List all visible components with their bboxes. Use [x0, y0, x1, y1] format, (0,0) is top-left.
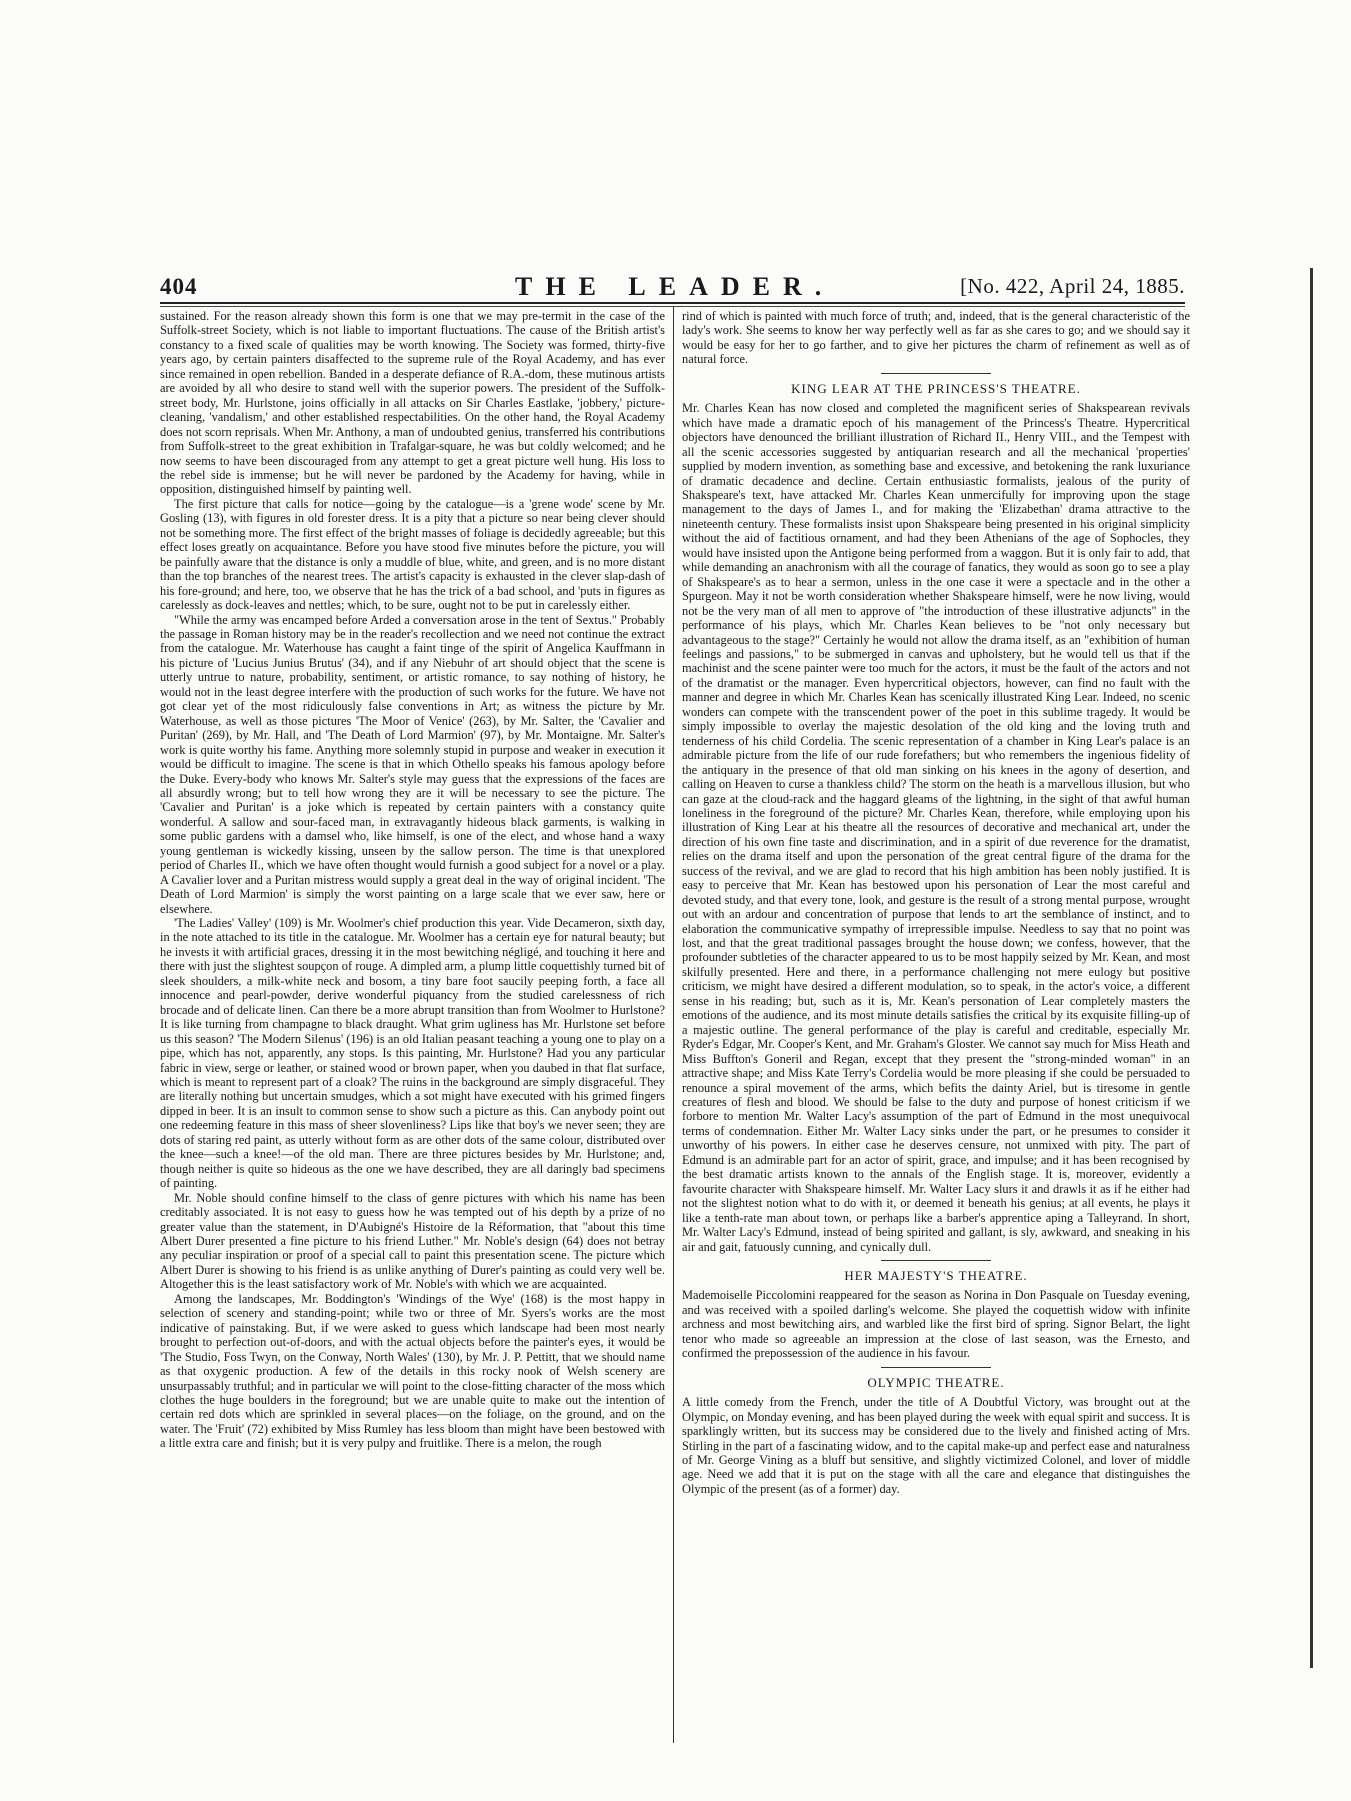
article-paragraph: The first picture that calls for notice—going by the catalogue—is a 'grene wode' scene by Mr. Gosling (13), with figures in old forester dress. It is a pity that a picture so near being clever should not be something more. The first effect of the bright masses of foliage is decidedly agreeable; but this effect loses greatly on acquaintance. Before you have stood five minutes before the picture, you will be painfully aware that the distance is only a muddle of blue, white, and green, and is no more distant than the top branches of the nearest trees. The artist's capacity is exhausted in the clever slap-dash of his fore-ground; and here, too, we observe that he has the trick of a bad school, and 'puts in figures as carelessly as dock-leaves and nettles; which, to be sure, ought not to be put in carelessly either. — [160, 496, 665, 613]
article-paragraph: Mr. Charles Kean has now closed and completed the magnificent series of Shakspearean revivals which have made a dramatic epoch of his management of the Princess's Theatre. Hypercritical objectors have denounced the brilliant illustration of Richard II., Henry VIII., and the Tempest with all the scenic accessories suggested by antiquarian research and all the mechanical 'properties' supplied by modern invention, as something base and excessive, and betokening the rank luxuriance of dramatic decadence and decline. Certain enthusiastic formalists, jealous of the purity of Shakspeare's text, have attacked Mr. Charles Kean unmercifully for improving upon the stage management to the days of James I., and for making the 'Elizabethan' drama attractive to the nineteenth century. These formalists insist upon Shakspeare being presented in his original simplicity without the aid of factitious ornament, and had they been Athenians of the age of Sophocles, they would have insisted upon the Antigone being performed from a waggon. But it is only fair to add, that while demanding an anachronism with all the courage of fanatics, they would as soon go to see a play of Shakspeare's as to hear a sermon, unless in the one case it were a spectacle and in the other a Spurgeon. May it not be worth consideration whether Shakspeare himself, were he now living, would not be the very man of all men to approve of "the introduction of these illustrative adjuncts" in the performance of his plays, which Mr. Charles Kean believes to be "not only necessary but advantageous to the stage?" Certainly he would not allow the drama itself, as an "exhibition of human feelings and passions," to be submerged in canvas and upholstery, but he would tell us that if the machinist and the scene painter were too much for the actors, it must be the fault of the actors and not of the dramatist or the manager. Even hypercritical objectors, however, can find no fault with the manner and degree in which Mr. Charles Kean has scenically illustrated King Lear. Indeed, no scenic wonders can compete with the transcendent power of the poet in this sublime tragedy. It would be simply impossible to overlay the majestic desolation of the old king and the loving truth and tenderness of his child Cordelia. The scenic representation of a chamber in King Lear's palace is an admirable picture from the life of our rude forefathers; but who remembers the ingenious fidelity of the antiquary in the presence of that old man sinking on his knees in the agony of desertion, and calling on Heaven to curse a thankless child? The storm on the heath is a marvellous illusion, but who can gaze at the cloud-rack and the haggard gleams of the lightning, in the sight of that awful human loneliness in the foreground of the picture? Mr. Charles Kean, therefore, while employing upon his illustration of King Lear at his theatre all the resources of decorative and mechanical art, under the direction of his own fine taste and discrimination, and in a spirit of due reverence for the dramatist, relies on the drama itself and upon the personation of the great central figure of the drama for the success of the revival, and we are glad to record that his high ambition has been nobly justified. It is easy to perceive that Mr. Kean has bestowed upon his personation of Lear the most careful and devoted study, and that every tone, look, and gesture is the result of a strong mental purpose, wrought out with an ardour and concentration of purpose that lends to art the semblance of instinct, and to elaboration the communicative sympathy of irrepressible impulse. Needless to say that no point was lost, and that the great traditional passages brought the house down; we confess, however, that the profounder subtleties of the character appeared to us to be most happily seized by Mr. Kean, and most skilfully presented. Here and there, in a performance challenging not mere eulogy but positive criticism, we might have desired a different modulation, so to speak, in the actor's voice, a different sense in his reading; but, such as it is, Mr. Kean's personation of Lear completely masters the emotions of the audience, and its most minute details satisfies the critical by its exquisite filling-up of a majestic outline. The general performance of the play is careful and creditable, especially Mr. Ryder's Edgar, Mr. Cooper's Kent, and Mr. Graham's Gloster. We cannot say much for Miss Heath and Miss Buffton's Goneril and Regan, except that they present the "strong-minded woman" in an attractive shape; and Miss Kate Terry's Cordelia would be more pleasing if she could be persuaded to renounce a spiral movement of the arms, which befits the dainty Ariel, but is tiresome in gentle creatures of flesh and blood. We should be false to the duty and purpose of honest criticism if we forbore to mention Mr. Walter Lacy's assumption of the part of Edmund in the most unequivocal terms of condemnation. Either Mr. Walter Lacy sinks under the part, or he presumes to consider it unworthy of his powers. In either case he deserves censure, not unmixed with pity. The part of Edmund is an admirable part for an actor of spirit, grace, and impulse; and it has been recognised by the best dramatic artists known to the annals of the English stage. It is, moreover, evidently a favourite character with Shakspeare himself. Mr. Walter Lacy slurs it and drawls it as if he either had not the slightest notion what to do with it, or deemed it beneath his genius; at all events, he plays it like a tenth-rate man about town, or perhaps like a barber's apprentice aping a Talleyrand. In short, Mr. Walter Lacy's Edmund, instead of being spirited and gallant, is sly, awkward, and sneaking in his air and gait, fatuously cunning, and cynically dull. — [682, 401, 1190, 1254]
section-heading: KING LEAR AT THE PRINCESS'S THEATRE. — [791, 380, 1081, 396]
section-heading: OLYMPIC THEATRE. — [867, 1374, 1005, 1390]
article-paragraph: Mr. Noble should confine himself to the class of genre pictures with which his name has been creditably associated. It is not easy to guess how he was tempted out of his depth by a prize of no greater value than the statement, in D'Aubigné's Histoire de la Réformation, that "about this time Albert Durer presented a fine picture to his friend Luther." Mr. Noble's design (64) does not betray any peculiar inspiration or proof of a special call to paint this presentation scene. The picture which Albert Durer is showing to his friend is as unlike anything of Durer's painting as could very well be. Altogether this is the least satisfactory work of Mr. Noble's with which we are acquainted. — [160, 1190, 665, 1292]
section-divider — [881, 1260, 991, 1261]
column-divider — [673, 307, 674, 1743]
page-number: 404 — [160, 274, 198, 299]
masthead-title: THE LEADER. — [515, 272, 835, 301]
page-header — [160, 274, 1185, 304]
section-heading: HER MAJESTY'S THEATRE. — [844, 1268, 1028, 1283]
page-edge-rule — [1310, 268, 1313, 1668]
right-column — [682, 309, 1190, 1747]
section-divider — [881, 373, 991, 374]
article-paragraph: A little comedy from the French, under the title of A Doubtful Victory, was brought out at the Olympic, on Monday evening, and has been played during the week with equal spirit and success. It is sparklingly written, but its success may be considered due to the lively and finished acting of Mrs. Stirling in the part of a fascinating widow, and to the capital make-up and perfect ease and naturalness of Mr. George Vining as a bluff but sensitive, and slightly victimized Colonel, and lover of middle age. Need we add that it is put on the stage with all the care and elegance that distinguishes the Olympic of the present (as of a former) day. — [682, 1395, 1190, 1496]
article-paragraph: Mademoiselle Piccolomini reappeared for the season as Norina in Don Pasquale on Tuesday evening, and was received with a spoiled darling's welcome. She played the coquettish widow with infinite archness and most bewitching airs, and warbled like the first bird of spring. Signor Belart, the light tenor who made so agreeable an impression at the close of last season, was the Ernesto, and confirmed the prepossession of the audience in his favour. — [682, 1288, 1190, 1361]
left-column — [160, 309, 665, 1739]
article-paragraph: 'The Ladies' Valley' (109) is Mr. Woolmer's chief production this year. Vide Decameron, sixth day, in the note attached to its title in the catalogue. Mr. Woolmer has a certain eye for natural beauty; but he invests it with artificial graces, dressing it in the most bewitching négligé, and touching it here and there with just the slightest soupçon of rouge. A dimpled arm, a plump little coquettishly turned bit of sleek shoulders, a milk-white neck and bosom, a tiny bare foot saucily peeping forth, a face all innocence and pearl-powder, derive wonderful piquancy from the studied carelessness of rich brocade and of delicate linen. Can there be a more abrupt transition than from Woolmer to Hurlstone? It is like turning from champagne to black draught. What grim ugliness has Mr. Hurlstone set before us this season? 'The Modern Silenus' (196) is an old Italian peasant teaching a young one to play on a pipe, which has not, apparently, any stops. Is this painting, Mr. Hurlstone? Had you any particular fabric in view, serge or leather, or stained wood or brown paper, when you daubed in that flat surface, which is meant to represent part of a cloak? The ruins in the background are simply disgraceful. They are literally nothing but uncertain smudges, which a sot might have executed with his grimed fingers dipped in beer. It is an insult to common sense to show such a picture as this. Can anybody point out one redeeming feature in this mass of sheer slovenliness? Lips like that boy's we never seen; they are dots of staring red paint, as utterly without form as are other dots of the same colour, distributed over the knee—such a knee!—of the old man. There are three pictures besides by Mr. Hurlstone; and, though neither is quite so hideous as the one we have described, they are all daringly bad specimens of painting. — [160, 916, 665, 1191]
issue-info: [No. 422, April 24, 1885. — [960, 274, 1185, 298]
article-paragraph: rind of which is painted with much force of truth; and, indeed, that is the general characteristic of the lady's work. She seems to know her way perfectly well as far as she cares to go; and we should say it would be easy for her to go farther, and to give her pictures the charm of refinement as well as of natural force. — [682, 309, 1190, 367]
article-paragraph: sustained. For the reason already shown this form is one that we may pre-termit in the case of the Suffolk-street Society, which is not liable to important fluctuations. The cause of the British artist's constancy to a fixed scale of qualities may be worth knowing. The Society was formed, thirty-five years ago, by certain painters disaffected to the supreme rule of the Royal Academy, and has ever since remained in open rebellion. Banded in a desperate defiance of R.A.-dom, these mutinous artists are avoided by all who desire to stand well with the superior powers. The president of the Suffolk-street body, Mr. Hurlstone, joins officially in all attacks on Sir Charles Eastlake, 'jobbery,' picture-cleaning, 'vandalism,' and other established respectabilities. On the other hand, the Royal Academy does not scorn reprisals. When Mr. Anthony, a man of undoubted genius, transferred his contributions from Suffolk-street to the great exhibition in Trafalgar-square, he was but coldly welcomed; and he now seems to have been discouraged from any attempt to get a great picture well hung. His loss to the rebel side is immense; but he will never be pardoned by the Academy for having, while in opposition, distinguished himself by painting well. — [160, 309, 665, 497]
header-rule — [160, 302, 1185, 304]
section-divider — [881, 1367, 991, 1368]
article-paragraph: Among the landscapes, Mr. Boddington's 'Windings of the Wye' (168) is the most happy in selection of scenery and standing-point; while two or three of Mr. Syers's works are the most indicative of painstaking. But, if we were asked to guess which landscape had been most nearly brought to perfection out-of-doors, and with the actual objects before the painter's eyes, it would be 'The Studio, Foss Twyn, on the Conway, North Wales' (130), by Mr. J. P. Pettitt, that we should name as that oxygenic production. A few of the details in this rocky nook of Welsh scenery are unsurpassably truthful; and in particular we will point to the close-fitting character of the moss which clothes the huge boulders in the foreground; but we are unable quite to make out the intention of certain red dots which are sprinkled in several places—on the foliage, on the ground, and on the water. The 'Fruit' (72) exhibited by Miss Rumley has less bloom than might have been bestowed with a little extra care and finish; but it is very pulpy and fruitlike. There is a melon, the rough — [160, 1291, 665, 1451]
article-paragraph: "While the army was encamped before Arded a conversation arose in the tent of Sextus." Probably the passage in Roman history may be in the reader's recollection and we need not continue the extract from the catalogue. Mr. Waterhouse has caught a faint tinge of the spirit of Angelica Kauffmann in his picture of 'Lucius Junius Brutus' (34), and if any Niebuhr of art should object that the scene is utterly untrue to nature, probability, sentiment, or artistic romance, to say nothing of history, he would not in the least degree interfere with the production of such works for the future. We have not got clear yet of the most ridiculously false conventions in Art; as witness the picture by Mr. Waterhouse, as well as those pictures 'The Moor of Venice' (263), by Mr. Salter, the 'Cavalier and Puritan' (269), by Mr. Hall, and 'The Death of Lord Marmion' (97), by Mr. Montaigne. Mr. Salter's work is quite worthy his fame. Anything more solemnly stupid in purpose and weaker in execution it would be difficult to imagine. The scene is that in which Othello speaks his famous apology before the Duke. Every-body who knows Mr. Salter's style may guess that the expressions of the faces are all absurdly wrong; but to tell how wrong they are it will be necessary to see the picture. The 'Cavalier and Puritan' is a joke which is repeated by certain painters with a constancy quite wonderful. A sallow and sour-faced man, in extravagantly hideous black garments, is walking in some public gardens with a damsel who, like himself, is one of the elect, and whose hand a waxy young gentleman is wickedly kissing, unseen by the sallow person. The time is that unexplored period of Charles II., which we have often thought would furnish a good subject for a novel or a play. A Cavalier lover and a Puritan mistress would supply a great deal in the way of original incident. 'The Death of Lord Marmion' is simply the worst painting on a large scale that we ever saw, here or elsewhere. — [160, 612, 665, 916]
